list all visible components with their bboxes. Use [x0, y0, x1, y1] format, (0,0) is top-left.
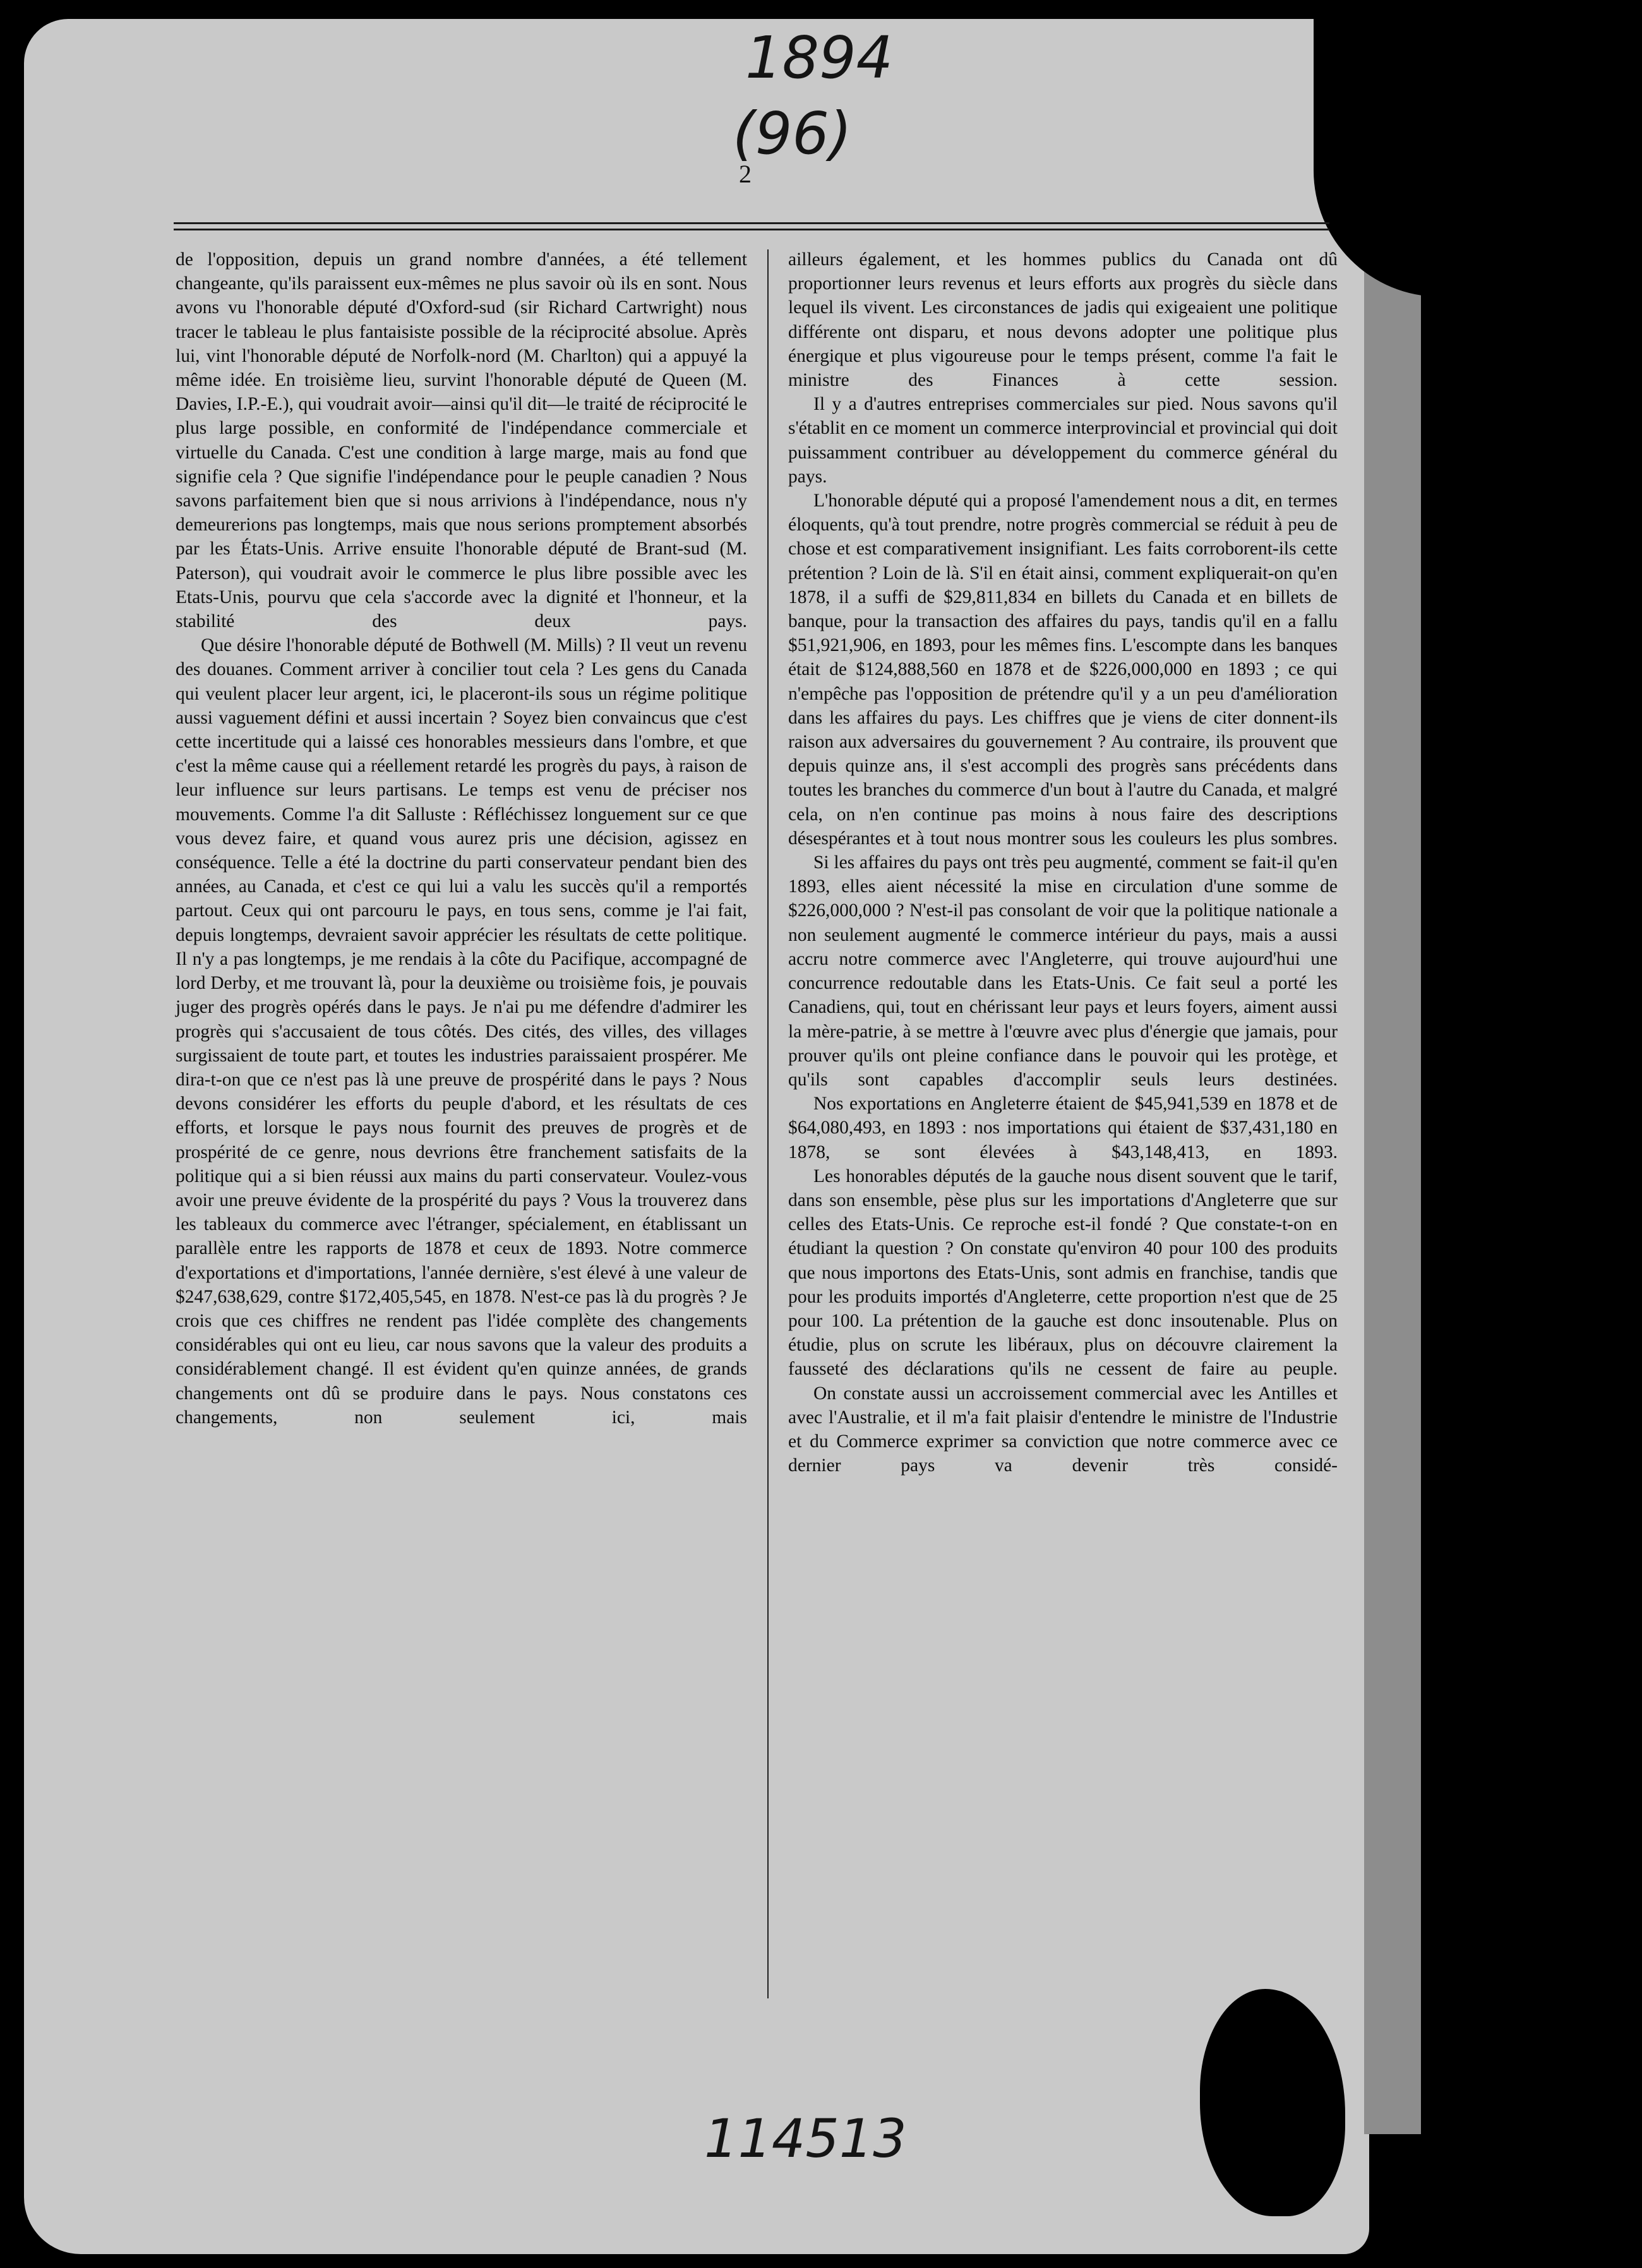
header-rule — [174, 222, 1329, 224]
column-divider — [767, 249, 769, 1998]
torn-corner — [1314, 0, 1541, 297]
paragraph: de l'opposition, depuis un grand nombre d'années, a été tellement changeante, qu'ils paraissent eux-mêmes ne plus savoir où ils en sont. Nous avons vu l'honorable député d'Oxford-sud (sir Richard Cartwright) nous tracer le tableau le plus fantaisiste possible de la réciprocité absolue. Après lui, vint l'honorable député de Norfolk-nord (M. Charlton) qui a appuyé la même idée. En troisième lieu, survint l'honorable député de Queen (M. Davies, I.P.-E.), qui voudrait avoir—ainsi qu'il dit—le traité de réciprocité le plus large possible, en conformité de l'indépendance commerciale et virtuelle du Canada. C'est une condition à large marge, mais au fond que signifie cela ? Que signifie l'indépendance pour le peuple canadien ? Nous savons parfaitement bien que si nous arrivions à l'indépendance, nous n'y demeurerions pas longtemps, mais que nous serions promptement absorbés par les États-Unis. Arrive ensuite l'honorable député de Brant-sud (M. Paterson), qui voudrait avoir le commerce le plus libre possible avec les Etats-Unis, pourvu que cela s'accorde avec la dignité et l'honneur, et la stabilité des deux pays. — [176, 249, 747, 632]
header-rule-second — [174, 229, 1329, 230]
paragraph: Nos exportations en Angleterre étaient de $45,941,539 en 1878 et de $64,080,493, en 1893 : nos importations qui étaient de $37,431,180 en 1878, se sont élevées à $43,148,413, en 1893. — [788, 1094, 1338, 1162]
page-number: 2 — [739, 160, 752, 188]
left-column — [176, 248, 747, 1429]
paragraph: L'honorable député qui a proposé l'amendement nous a dit, en termes éloquents, qu'à tout prendre, notre progrès commercial se réduit à peu de chose et est comparativement insignifiant. Les faits corroborent-ils cette prétention ? Loin de là. S'il en était ainsi, comment expliquerait-on qu'en 1878, il a suffi de $29,811,834 en billets du Canada et en billets de banque, pour la transaction des affaires du pays, tandis qu'il en a fallu $51,921,906, en 1893, pour les mêmes fins. L'escompte dans les banques était de $124,888,560 en 1878 et de $226,000,000 en 1893 ; ce qui n'empêche pas l'opposition de prétendre qu'il y a un peu d'amélioration dans les affaires du pays. Les chiffres que je viens de citer donnent-ils raison aux adversaires du gouvernement ? Au contraire, ils prouvent que depuis quinze ans, il s'est accompli des progrès sans précédents dans toutes les branches du commerce d'un bout à l'autre du Canada, et malgré cela, on n'en continue pas moins à nous faire des descriptions désespérantes et à tout nous montrer sous les couleurs les plus sombres. — [788, 491, 1338, 849]
page-edge-shadow — [1364, 240, 1421, 2134]
handwritten-catalog-number: 114513 — [704, 2108, 907, 2170]
paragraph: Il y a d'autres entreprises commerciales sur pied. Nous savons qu'il s'établit en ce moment un commerce interprovincial et provincial qui doit puissamment contribuer au développement du commerce général du pays. — [788, 394, 1338, 487]
handwritten-year: 1894 — [745, 24, 894, 92]
paragraph: ailleurs également, et les hommes publics du Canada ont dû proportionner leurs revenus et leurs efforts aux progrès du siècle dans lequel ils vivent. Les circonstances de jadis qui exigeaient une politique différente ont disparu, et nous devons adopter une politique plus énergique et plus vigoureuse pour le temps présent, comme l'a fait le ministre des Finances à cette session. — [788, 249, 1338, 391]
paragraph: On constate aussi un accroissement commercial avec les Antilles et avec l'Australie, et il m'a fait plaisir d'entendre le ministre de l'Industrie et du Commerce exprimer sa conviction que notre commerce avec ce dernier pays va devenir très considé- — [788, 1383, 1338, 1476]
handwritten-number: (96) — [733, 100, 852, 167]
paragraph: Si les affaires du pays ont très peu augmenté, comment se fait-il qu'en 1893, elles aient nécessité la mise en circulation d'une somme de $226,000,000 ? N'est-il pas consolant de voir que la politique nationale a non seulement augmenté le commerce intérieur du pays, mais a aussi accru notre commerce avec l'Angleterre, qui trouve aujourd'hui une concurrence redoutable dans les Etats-Unis. Ce fait seul a porté les Canadiens, qui, tout en chérissant leur pays et leurs foyers, aiment aussi la mère-patrie, à se mettre à l'œuvre avec plus d'énergie que jamais, pour prouver qu'ils ont pleine confiance dans le pouvoir qui les protège, et qu'ils sont capables d'accomplir seuls leurs destinées. — [788, 852, 1338, 1090]
right-column — [788, 248, 1338, 1477]
paragraph: Que désire l'honorable député de Bothwell (M. Mills) ? Il veut un revenu des douanes. Comment arriver à concilier tout cela ? Les gens du Canada qui veulent placer leur argent, ici, le placeront-ils sous un régime politique aussi vaguement défini et aussi incertain ? Soyez bien convaincus que c'est cette incertitude qui a laissé ces honorables messieurs dans l'ombre, et que c'est la même cause qui a réellement retardé les progrès du pays, à raison de leur influence sur leurs partisans. Le temps est venu de préciser nos mouvements. Comme l'a dit Salluste : Réfléchissez longuement sur ce que vous devez faire, et quand vous aurez pris une décision, agissez en conséquence. Telle a été la doctrine du parti conservateur pendant bien des années, au Canada, et c'est ce qui lui a valu les succès qu'il a remportés partout. Ceux qui ont parcouru le pays, en tous sens, comme je l'ai fait, depuis longtemps, devraient savoir apprécier les résultats de cette politique. Il n'y a pas longtemps, je me rendais à la côte du Pacifique, accompagné de lord Derby, et me trouvant là, pour la deuxième ou troisième fois, je pouvais juger des progrès opérés dans le pays. Je n'ai pu me défendre d'admirer les progrès qui s'accusaient de tous côtés. Des cités, des villes, des villages surgissaient de toute part, et toutes les industries paraissaient prospérer. Me dira-t-on que ce n'est pas là une preuve de prospérité dans le pays ? Nous devons considérer les efforts du peuple d'abord, et les résultats de ces efforts, et lorsque le pays nous fournit des preuves de progrès et de prospérité de ce genre, nous devrions être franchement satisfaits de la politique qui a si bien réussi aux mains du parti conservateur. Voulez-vous avoir une preuve évidente de la prospérité du pays ? Vous la trouverez dans les tableaux du commerce avec l'étranger, spécialement, en établissant un parallèle entre les rapports de 1878 et ceux de 1893. Notre commerce d'exportations et d'importations, l'année dernière, s'est élevé à une valeur de $247,638,629, contre $172,405,545, en 1878. N'est-ce pas là du progrès ? Je crois que ces chiffres ne rendent pas l'idée complète des changements considérables qui ont eu lieu, car nous savons que la valeur des produits a considérablement changé. Il est évident qu'en quinze années, de grands changements ont dû se produire dans le pays. Nous constatons ces changements, non seulement ici, mais — [176, 635, 747, 1428]
paragraph: Les honorables députés de la gauche nous disent souvent que le tarif, dans son ensemble, pèse plus sur les importations d'Angleterre que sur celles des Etats-Unis. Ce reproche est-il fondé ? Que constate-t-on en étudiant la question ? On constate qu'environ 40 pour 100 des produits que nous importons des Etats-Unis, sont admis en franchise, tandis que pour les produits importés d'Angleterre, cette proportion n'est que de 25 pour 100. La prétention de la gauche est donc insoutenable. Plus on étudie, plus on scrute les libéraux, plus on découvre clairement la fausseté des déclarations qu'ils ne cessent de faire au peuple. — [788, 1166, 1338, 1380]
